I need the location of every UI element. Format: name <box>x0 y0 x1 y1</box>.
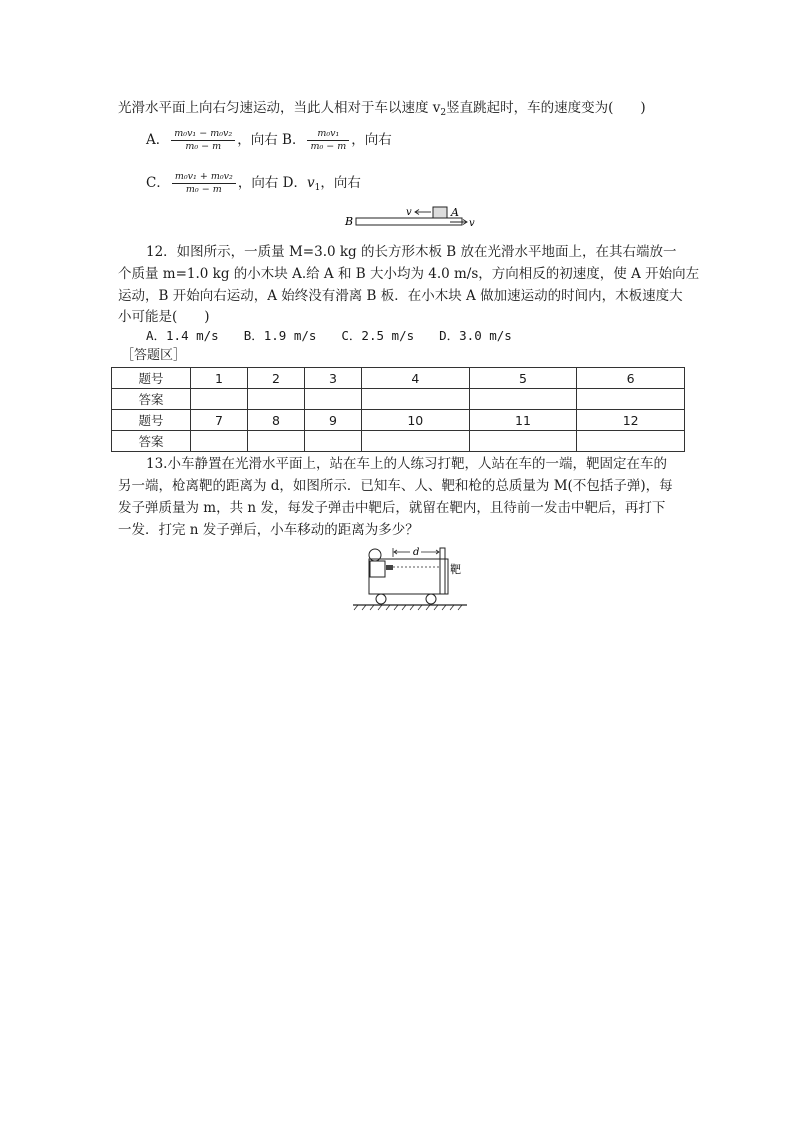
q12-options: A．1.4 m/s B．1.9 m/s C．2.5 m/s D．3.0 m/s <box>146 328 512 343</box>
answer-cell[interactable] <box>191 389 248 410</box>
q13-line-1: 13.小车静置在光滑水平面上，站在车上的人练习打靶，人站在车的一端，靶固定在车的 <box>146 456 667 472</box>
q11-option-d: D．$v_1$，向右 <box>282 175 361 193</box>
q11-option-c-fraction: $\frac{\text{m₀v₁ + m₀v₂}}{\text{m₀ − m}}$ <box>172 171 236 196</box>
gun <box>386 565 393 570</box>
question-number-cell: 9 <box>305 410 362 431</box>
answer-cell[interactable] <box>305 431 362 452</box>
q11-options-cd <box>146 171 361 198</box>
q12-line-2: 个质量 m=1.0 kg 的小木块 A.给 A 和 B 大小均为 4.0 m/s，方向相反的初速度，使 A 开始向左 <box>118 266 700 282</box>
ground-hatching <box>354 605 462 610</box>
question-number-cell: 12 <box>577 410 685 431</box>
answer-table-row-answers-1 <box>112 389 685 410</box>
person-body <box>370 561 385 577</box>
q11-option-b-fraction: $\frac{\text{m₀v₁}}{\text{m₀ − m}}$ <box>307 128 349 153</box>
fig12-label-v-right: v <box>469 218 475 229</box>
answer-cell[interactable] <box>305 389 362 410</box>
answer-cell[interactable] <box>248 389 305 410</box>
q13-line-2: 另一端，枪离靶的距离为 d，如图所示．已知车、人、靶和枪的总质量为 M(不包括子弹)，每 <box>118 478 673 494</box>
q12-line-1: 12．如图所示，一质量 M=3.0 kg 的长方形木板 B 放在光滑水平地面上，在其右端放一 <box>146 244 677 260</box>
figure-board-block <box>340 203 480 229</box>
answer-cell[interactable] <box>469 389 577 410</box>
answer-cell[interactable] <box>577 431 685 452</box>
answer-table-row-answers-2 <box>112 431 685 452</box>
fig12-label-a: A <box>451 206 459 219</box>
q11-option-c: C． $\frac{\text{m₀v₁ + m₀v₂}}{\text{m₀ − m}}$ ，向右 <box>146 171 279 195</box>
answer-cell[interactable] <box>248 431 305 452</box>
question-number-cell: 8 <box>248 410 305 431</box>
answer-table-row-numbers-1 <box>112 368 685 389</box>
question-number-cell: 2 <box>248 368 305 389</box>
answer-cell[interactable] <box>469 431 577 452</box>
fig12-label-v-left: v <box>406 207 412 218</box>
block-a <box>433 207 447 218</box>
row-label-answer: 答案 <box>112 389 191 410</box>
question-number-cell: 1 <box>191 368 248 389</box>
row-label-number: 题号 <box>112 368 191 389</box>
question-number-cell: 10 <box>362 410 470 431</box>
answer-table <box>111 367 685 452</box>
fig13-label-target: 靶 <box>450 563 461 576</box>
board-b <box>356 218 462 225</box>
q11-option-b: B． $\frac{\text{m₀v₁}}{\text{m₀ − m}}$ ，向右 <box>282 128 392 152</box>
row-label-number: 题号 <box>112 410 191 431</box>
q11-options-ab <box>146 128 392 153</box>
answer-area-title: ［答题区］ <box>121 348 187 363</box>
answer-cell[interactable] <box>362 431 470 452</box>
answer-cell[interactable] <box>362 389 470 410</box>
fig12-label-b: B <box>345 215 354 228</box>
q12-line-3: 运动，B 开始向右运动，A 始终没有滑离 B 板．在小木块 A 做加速运动的时间内，木板速度大 <box>118 288 683 304</box>
answer-cell[interactable] <box>191 431 248 452</box>
question-number-cell: 6 <box>577 368 685 389</box>
answer-cell[interactable] <box>577 389 685 410</box>
question-number-cell: 7 <box>191 410 248 431</box>
question-number-cell: 4 <box>362 368 470 389</box>
q12-line-4: 小可能是( ) <box>118 309 210 325</box>
row-label-answer: 答案 <box>112 431 191 452</box>
wheel-left <box>376 594 386 604</box>
figure-cart-target <box>350 544 470 614</box>
target <box>440 548 445 594</box>
question-number-cell: 11 <box>469 410 577 431</box>
fig13-label-d: d <box>413 547 420 558</box>
wheel-right <box>426 594 436 604</box>
q13-line-4: 一发．打完 n 发子弹后，小车移动的距离为多少？ <box>118 522 419 538</box>
question-number-cell: 5 <box>469 368 577 389</box>
answer-table-row-numbers-2 <box>112 410 685 431</box>
question-number-cell: 3 <box>305 368 362 389</box>
q11-stem: 光滑水平面上向右匀速运动，当此人相对于车以速度 $v_2$竖直跳起时，车的速度变为( ) <box>118 100 646 118</box>
q13-line-3: 发子弹质量为 m，共 n 发，每发子弹击中靶后，就留在靶内，且待前一发击中靶后，再打下 <box>118 500 666 516</box>
q11-option-a-fraction: $\frac{\text{m₀v₁ − m₀v₂}}{\text{m₀ − m}}$ <box>171 128 235 153</box>
q11-option-a: A． $\frac{\text{m₀v₁ − m₀v₂}}{\text{m₀ − m}}$ ，向右 <box>146 128 278 152</box>
